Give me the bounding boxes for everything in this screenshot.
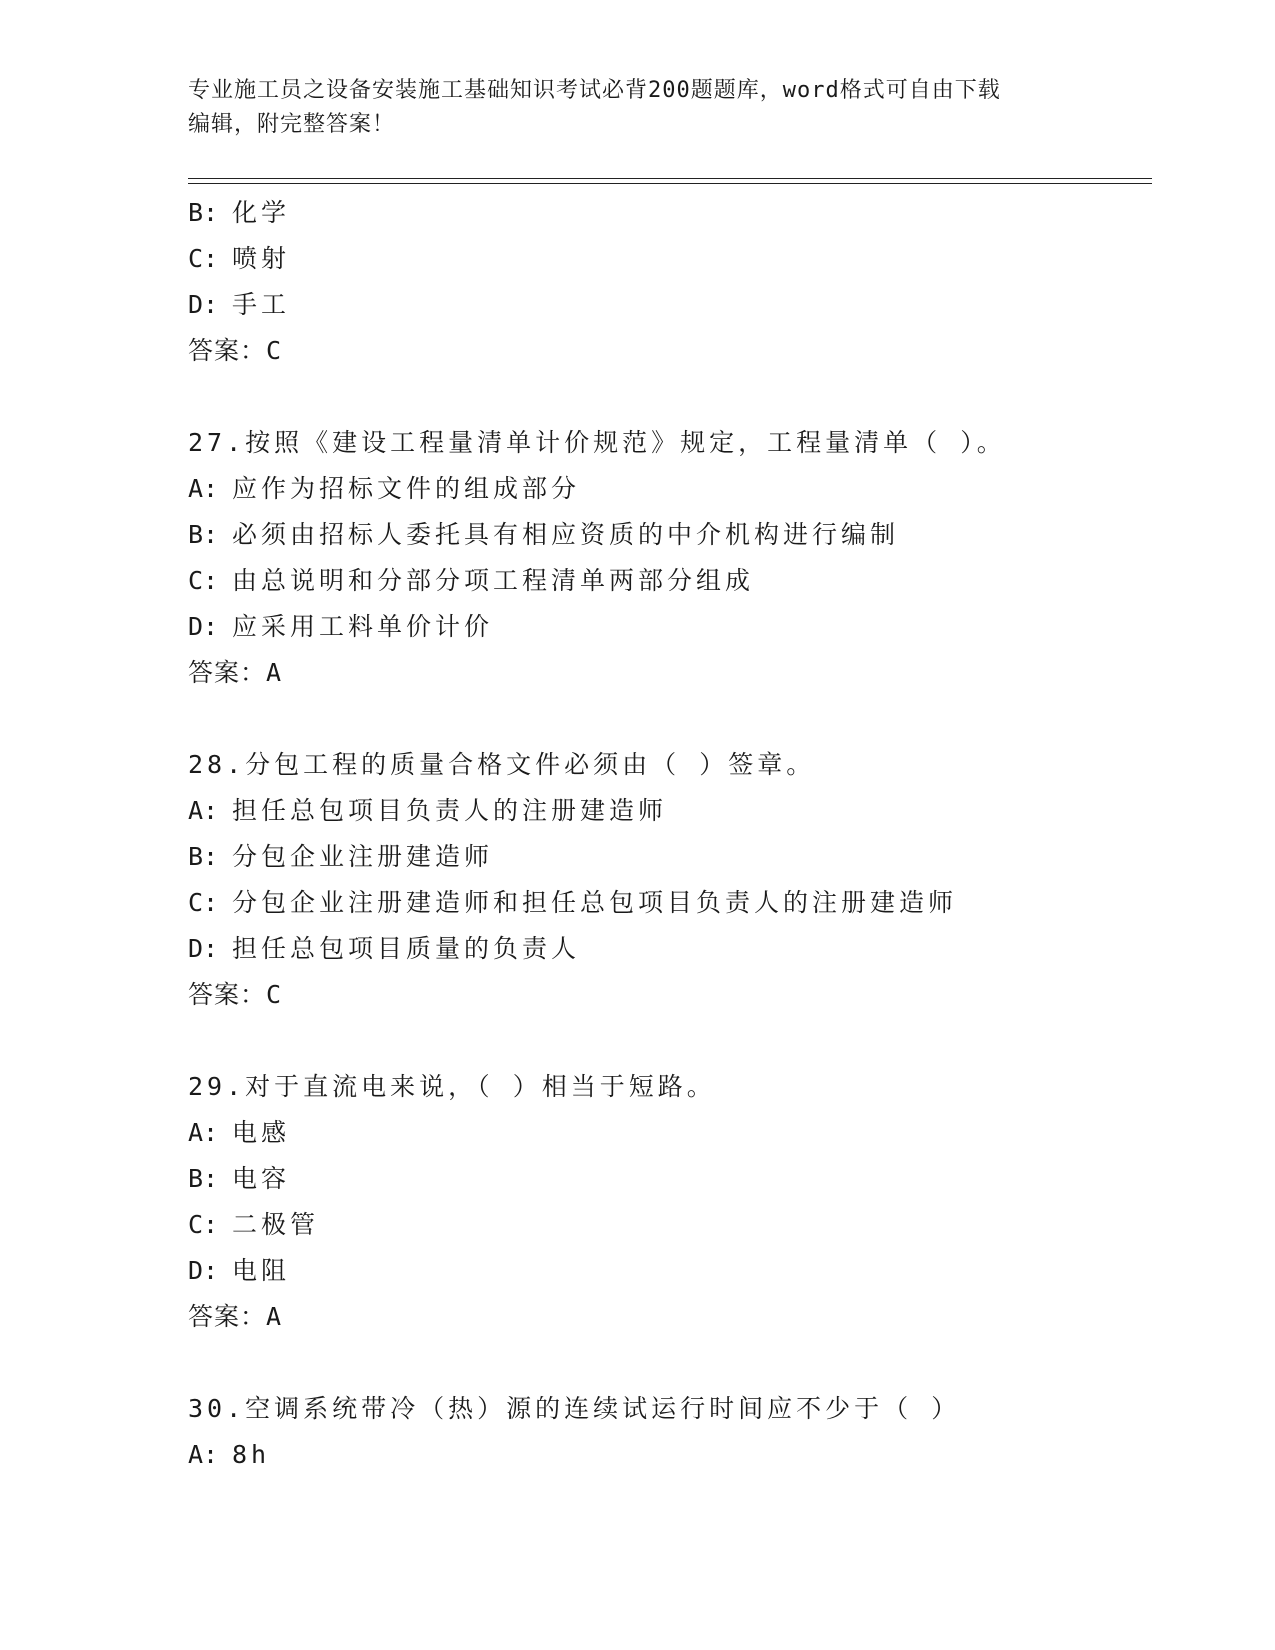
option-a: A: 担任总包项目负责人的注册建造师 — [188, 796, 668, 825]
option-a: A: 电感 — [188, 1118, 291, 1147]
header-divider-bottom — [188, 183, 1152, 184]
option-b: B: 分包企业注册建造师 — [188, 842, 494, 871]
answer-line: 答案：A — [188, 658, 283, 687]
option-b: B: 化学 — [188, 198, 291, 227]
question-block-30 — [188, 1386, 1152, 1478]
option-c: C: 由总说明和分部分项工程清单两部分组成 — [188, 566, 755, 595]
option-d: D: 电阻 — [188, 1256, 291, 1285]
question-list — [188, 190, 1152, 1478]
question-stem: 28.分包工程的质量合格文件必须由（ ）签章。 — [188, 750, 816, 779]
option-c: C: 分包企业注册建造师和担任总包项目负责人的注册建造师 — [188, 888, 958, 917]
question-stem: 30.空调系统带冷（热）源的连续试运行时间应不少于（ ） — [188, 1394, 961, 1423]
question-block-27 — [188, 420, 1152, 696]
document-header — [188, 74, 1088, 142]
answer-line: 答案：A — [188, 1302, 283, 1331]
option-a: A: 8h — [188, 1440, 271, 1469]
answer-line: 答案：C — [188, 336, 283, 365]
option-d: D: 担任总包项目质量的负责人 — [188, 934, 581, 963]
answer-line: 答案：C — [188, 980, 283, 1009]
option-d: D: 手工 — [188, 290, 291, 319]
question-block-29 — [188, 1064, 1152, 1340]
header-title-line-1: 专业施工员之设备安装施工基础知识考试必背200题题库，word格式可自由下载 — [188, 78, 1001, 103]
header-divider-top — [188, 178, 1152, 179]
question-block-28 — [188, 742, 1152, 1018]
option-c: C: 喷射 — [188, 244, 291, 273]
header-title-line-2: 编辑，附完整答案！ — [188, 112, 396, 137]
question-stem: 29.对于直流电来说，（ ）相当于短路。 — [188, 1072, 716, 1101]
option-b: B: 电容 — [188, 1164, 291, 1193]
question-stem: 27.按照《建设工程量清单计价规范》规定，工程量清单（ ）。 — [188, 428, 1006, 457]
option-c: C: 二极管 — [188, 1210, 320, 1239]
option-b: B: 必须由招标人委托具有相应资质的中介机构进行编制 — [188, 520, 900, 549]
option-a: A: 应作为招标文件的组成部分 — [188, 474, 581, 503]
question-block-previous — [188, 190, 1152, 374]
option-d: D: 应采用工料单价计价 — [188, 612, 494, 641]
